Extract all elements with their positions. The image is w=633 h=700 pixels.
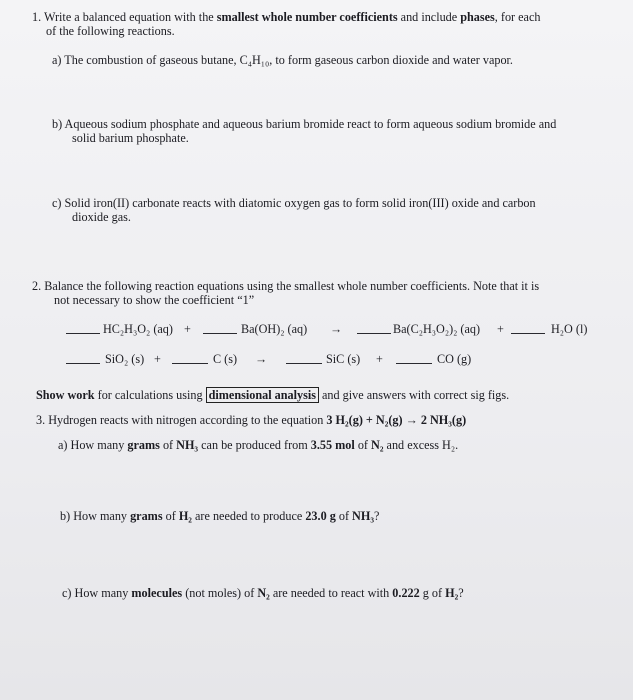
eq2-reactant-1: SiO₂ (s) — [105, 352, 145, 366]
eq1-blank-4[interactable] — [511, 323, 545, 334]
eq2-blank-1[interactable] — [66, 353, 100, 364]
eq2-reactant-2: C (s) — [213, 352, 238, 366]
eq1-blank-3[interactable] — [357, 323, 391, 334]
eq2-arrow: → — [255, 352, 268, 366]
eq1-blank-2[interactable] — [203, 323, 237, 334]
q3-equation: 3 H₂(g) + N₂(g) → 2 NH₃(g) — [326, 413, 467, 427]
q3-number: 3. — [36, 413, 46, 427]
q2-number: 2. — [32, 279, 42, 293]
q1-part-c-line1: c) Solid iron(II) carbonate reacts with diatomic oxygen gas to form solid iron(III) oxide and carbon — [52, 196, 536, 210]
instructions-line: Show work for calculations using dimensional analysis and give answers with correct sig figs. — [36, 388, 510, 402]
q2-line1: 2. Balance the following reaction equations using the smallest whole number coefficients. Note that it is — [32, 279, 540, 293]
q1-part-b-line1: b) Aqueous sodium phosphate and aqueous barium bromide react to form aqueous sodium bromide and — [52, 117, 557, 131]
q1-number: 1. — [32, 10, 42, 24]
eq1-reactant-2: Ba(OH)₂ (aq) — [241, 322, 308, 336]
eq2-product-2: CO (g) — [437, 352, 472, 366]
eq1-blank-1[interactable] — [66, 323, 100, 334]
eq2-plus-1: + — [154, 352, 161, 366]
eq1-product-1: Ba(C₂H₃O₂)₂ (aq) — [393, 322, 481, 336]
q3-line1: 3. Hydrogen reacts with nitrogen according to the equation 3 H₂(g) + N₂(g) → 2 NH₃(g) — [36, 413, 467, 427]
eq1-arrow: → — [330, 322, 343, 336]
q1-part-c-line2: dioxide gas. — [72, 210, 131, 224]
eq2-blank-4[interactable] — [396, 353, 432, 364]
eq2-product-1: SiC (s) — [326, 352, 361, 366]
q1-part-b-line2: solid barium phosphate. — [72, 131, 189, 145]
q3-part-b: b) How many grams of H₂ are needed to produce 23.0 g of NH₃? — [60, 509, 380, 523]
eq1-product-2: H₂O (l) — [551, 322, 588, 336]
q2-line2: not necessary to show the coefficient “1” — [54, 293, 255, 307]
q3-part-a: a) How many grams of NH₃ can be produced from 3.55 mol of N₂ and excess H₂. — [58, 438, 459, 452]
eq2-blank-2[interactable] — [172, 353, 208, 364]
q3-part-c: c) How many molecules (not moles) of N₂ are needed to react with 0.222 g of H₂? — [62, 586, 464, 600]
eq2-plus-2: + — [376, 352, 383, 366]
eq1-plus-2: + — [497, 322, 504, 336]
q1-line2: of the following reactions. — [46, 24, 175, 38]
eq2-blank-3[interactable] — [286, 353, 322, 364]
q1-part-a: a) The combustion of gaseous butane, C₄H₁₀, to form gaseous carbon dioxide and water vapor. — [52, 53, 513, 67]
eq1-plus-1: + — [184, 322, 191, 336]
q1-line1: 1. Write a balanced equation with the smallest whole number coefficients and include phases, for each — [32, 10, 541, 24]
dimensional-analysis-box: dimensional analysis — [206, 387, 319, 403]
eq1-reactant-1: HC₂H₃O₂ (aq) — [103, 322, 173, 336]
